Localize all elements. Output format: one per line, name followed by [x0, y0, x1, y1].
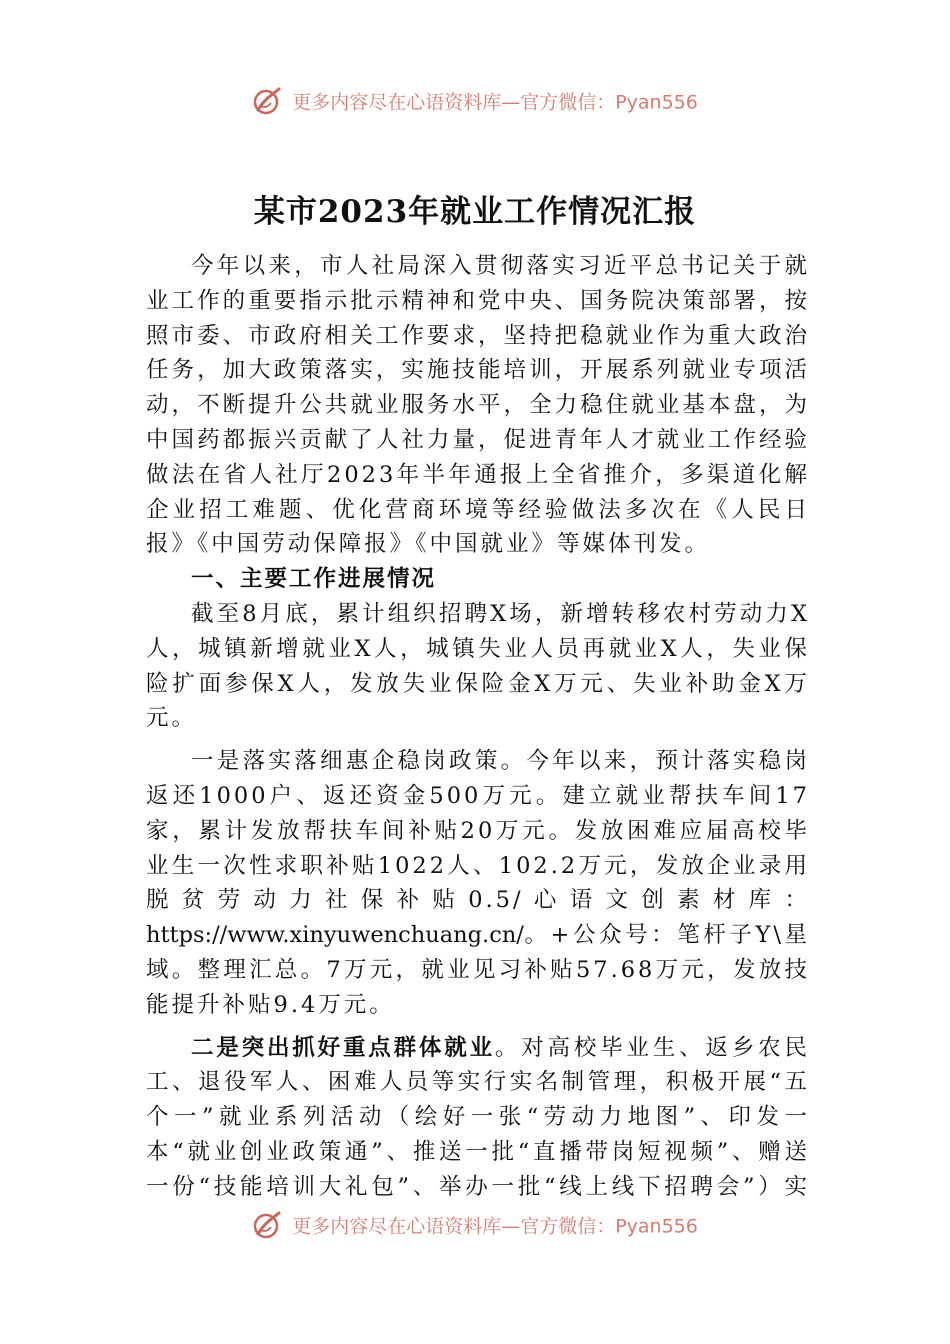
brush-logo-icon — [252, 86, 282, 116]
watermark-text: 更多内容尽在心语资料库—官方微信：Pyan556 — [292, 91, 698, 114]
item-one-text-a: 一是落实落细惠企稳岗政策。今年以来，预计落实稳岗返还1000户、返还资金500万元。建立就业帮扶车间17家，累计发放帮扶车间补贴20万元。发放困难应届高校毕业生一次性求职补贴1022人、102.2万元，发放企业录用脱贫劳动力社保补贴0.5/心语文创素材库： — [146, 748, 810, 914]
item-one-text-b: 。+公众号：笔杆子Y\星域。整理汇总。7万元，就业见习补贴57.68万元，发放技能提升补贴9.4万元。 — [146, 922, 810, 1018]
section-heading: 一、主要工作进展情况 — [191, 566, 437, 593]
watermark-text: 更多内容尽在心语资料库—官方微信：Pyan556 — [292, 1215, 698, 1238]
watermark-banner-bottom — [0, 1210, 950, 1240]
item-two-paragraph — [146, 1031, 810, 1209]
item-two-lead: 二是突出抓好重点群体就业 — [191, 1034, 495, 1061]
page-title: 某市2023年就业工作情况汇报 — [253, 194, 697, 230]
document-body — [146, 249, 810, 1209]
item-two-body: 。对高校毕业生、返乡农民工、退役军人、困难人员等实行实名制管理，积极开展“五个一”就业系列活动（绘好一张“劳动力地图”、印发一本“就业创业政策通”、推送一批“直播带岗短视频”、赠送一份“技能培训大礼包”、举办一批“线上线下招聘会”）实 — [146, 1034, 810, 1200]
summary-paragraph: 截至8月底，累计组织招聘X场，新增转移农村劳动力X人，城镇新增就业X人，城镇失业人员再就业X人，失业保险扩面参保X人，发放失业保险金X万元、失业补助金X万元。 — [146, 600, 810, 732]
brush-logo-icon — [252, 1210, 282, 1240]
item-one-url: https://www.xinyuwenchuang.cn/ — [146, 922, 524, 949]
intro-paragraph: 今年以来，市人社局深入贯彻落实习近平总书记关于就业工作的重要指示批示精神和党中央、国务院决策部署，按照市委、市政府相关工作要求，坚持把稳就业作为重大政治任务，加大政策落实，实施技能培训，开展系列就业专项活动，不断提升公共就业服务水平，全力稳住就业基本盘，为中国药都振兴贡献了人社力量，促进青年人才就业工作经验做法在省人社厅2023年半年通报上全省推介，多渠道化解企业招工难题、优化营商环境等经验做法多次在《人民日报》《中国劳动保障报》《中国就业》等媒体刊发。 — [146, 253, 810, 558]
item-one-paragraph — [146, 744, 810, 1022]
watermark-banner-top — [0, 86, 950, 116]
